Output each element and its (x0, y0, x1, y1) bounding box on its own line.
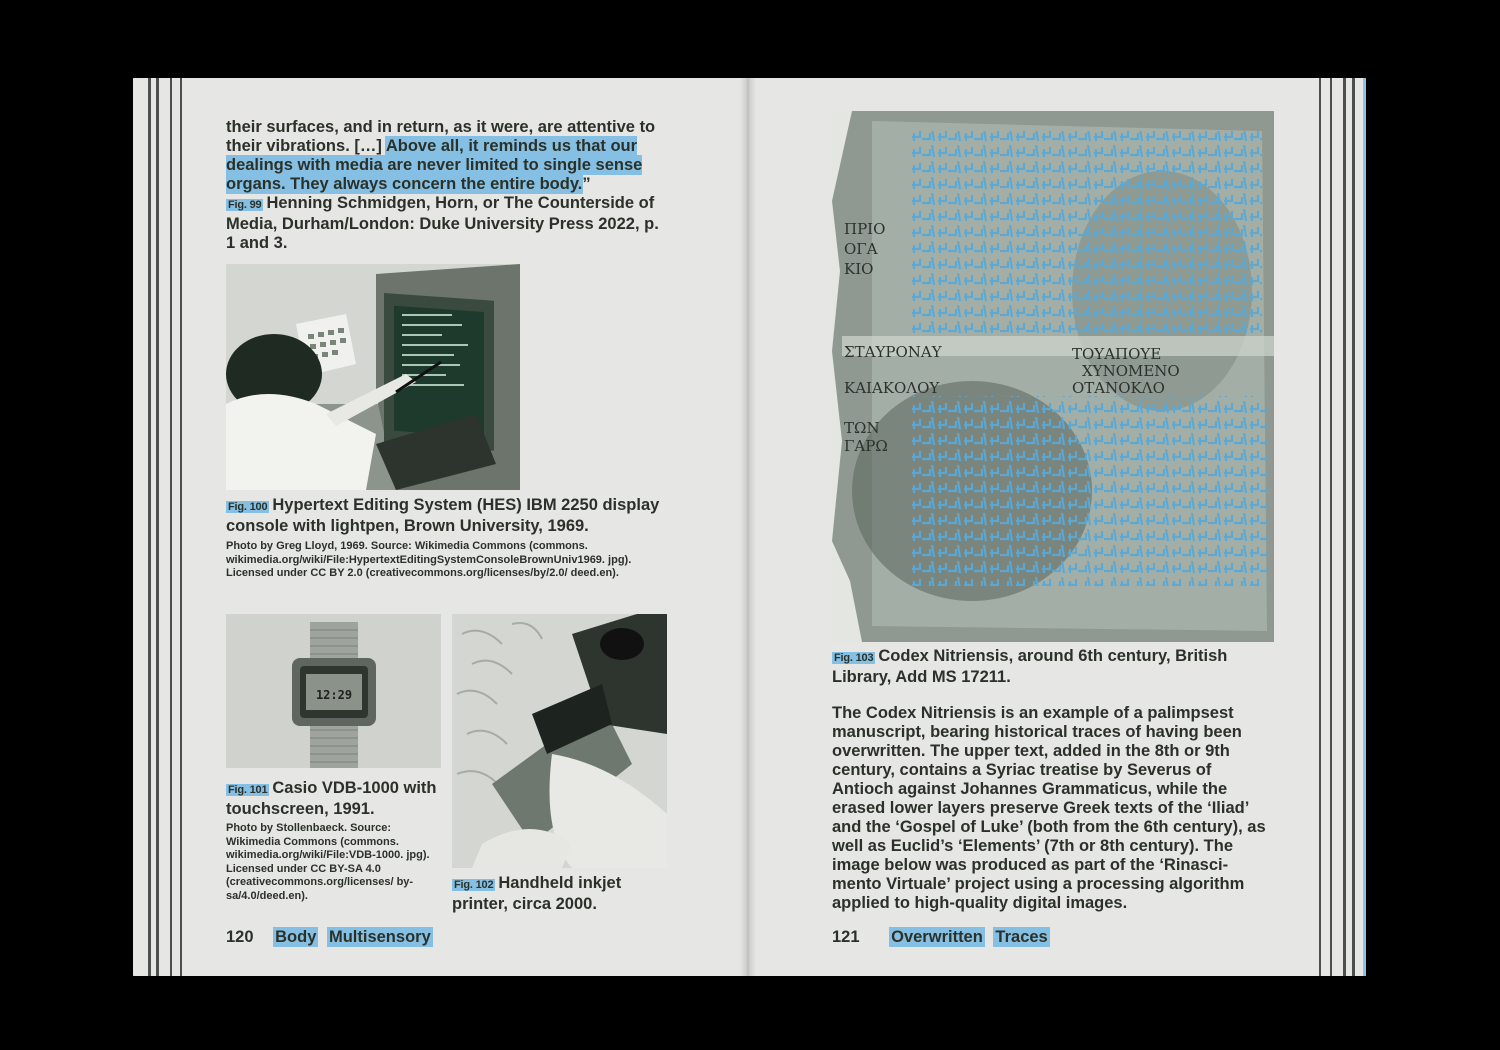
fig103-title: Codex Nitriensis, around 6th century, British Library, Add MS 17211. (832, 647, 1228, 686)
fig100-photo (226, 264, 520, 490)
casio-watch-image (226, 614, 441, 768)
right-inner-line (1319, 78, 1321, 976)
fig102-photo (452, 614, 667, 868)
left-inner-line (148, 78, 151, 976)
fig99-label: Fig. 99 (228, 199, 262, 211)
watch-display: 12:29 (315, 688, 353, 702)
running-head-tag: Overwritten (891, 928, 983, 946)
quote-end: their surfaces, and in return, as it were, are attentive to their vibrations. […] (226, 118, 656, 155)
fig99-text: Henning Schmidgen, Horn, or The Counterside of Media, Durham/London: Duke University Press 2022, p. 1 and 3. (226, 194, 659, 252)
fig101-label: Fig. 101 (228, 784, 268, 796)
hes-console-image (226, 264, 520, 490)
fig102-label: Fig. 102 (454, 879, 494, 891)
left-folio (226, 928, 432, 947)
greek-line: ΚΑΙΑΚΟΛΟΥ (844, 379, 940, 397)
greek-line: ΚΙΟ (844, 260, 874, 278)
greek-line: ΟΤΑΝΟΚΛΟ (1072, 379, 1165, 397)
fig103-photo (832, 111, 1274, 642)
page-number-right: 121 (832, 928, 860, 946)
fig101-photo (226, 614, 441, 768)
greek-line: ΧΥΝΟΜΕΝΟ (1082, 362, 1180, 380)
page-number-left: 120 (226, 928, 254, 946)
fig101-title: Casio VDB-1000 with touchscreen, 1991. (226, 779, 437, 818)
left-inner-line (180, 78, 182, 976)
right-folio (832, 928, 1049, 947)
right-edge-line (1352, 78, 1355, 976)
fig103-label: Fig. 103 (834, 652, 874, 664)
fig100-credit: Photo by Greg Lloyd, 1969. Source: Wikimedia Commons (commons. wikimedia.org/wiki/File:HypertextEditingSystemConsoleBrownUniv1969. jpg). Licensed under CC BY 2.0 (creativecommons.org/licenses/by/2.0/ deed.en). (226, 540, 632, 579)
inkjet-printer-image (452, 614, 667, 868)
running-head-tag: Body (275, 928, 317, 946)
right-edge-line (1343, 78, 1346, 976)
right-inner-line (1330, 78, 1332, 976)
greek-line: ΠΡΙΟ (844, 220, 886, 238)
running-head-tag: Traces (995, 928, 1048, 946)
fig100-label: Fig. 100 (228, 501, 268, 513)
left-inner-line (156, 78, 159, 976)
greek-line: ΟΓΑ (844, 240, 878, 258)
fig101-caption (226, 779, 441, 819)
greek-line: ΓΑΡΩ (844, 437, 888, 455)
fig100-title: Hypertext Editing System (HES) IBM 2250 display console with lightpen, Brown University, 1969. (226, 496, 660, 535)
quote-highlight: Above all, it reminds us that our dealings with media are never limited to single sense organs. They always concern the entire body. (226, 137, 643, 193)
running-head-tag: Multisensory (328, 928, 431, 946)
fig102-title: Handheld inkjet printer, circa 2000. (452, 874, 622, 913)
right-body-text: The Codex Nitriensis is an example of a palimpsest manuscript, bearing historical traces of having been overwritten. The upper text, added in the 8th or 9th century, contains a Syriac treatise by Severus of Antioch against Johannes Grammaticus, while the erased lower layers preserve Greek texts of the ‘Iliad’ and the ‘Gospel of Luke’ (both from the 6th century), as well as Euclid’s ‘Elements’ (7th or 8th century). The image below was produced as part of the ‘Rinasci-mento Virtuale’ project using a processing algorithm applied to high-quality digital images. (832, 704, 1266, 912)
greek-line: ΤΩΝ (844, 419, 880, 437)
fig100-caption (226, 496, 676, 536)
fig102-caption (452, 874, 667, 914)
greek-line: ΣΤΑΥΡΟΝΑΥ (844, 343, 942, 361)
fig103-caption (832, 647, 1272, 687)
codex-nitriensis-image (832, 111, 1274, 642)
right-edge-blue (1363, 78, 1366, 976)
fig99-caption (226, 194, 666, 253)
fig101-credit: Photo by Stollenbaeck. Source: Wikimedia Commons (commons. wikimedia.org/wiki/File:VDB-1000. jpg). Licensed under CC BY-SA 4.0 (creativecommons.org/licenses/ by-sa/4.0/deed.en). (226, 822, 430, 902)
quote-close: ” (582, 175, 591, 193)
greek-line: ΤΟΥΑΠΟΥΕ (1072, 345, 1162, 363)
left-inner-line (170, 78, 172, 976)
quote-text (226, 118, 666, 194)
book-gutter (740, 78, 756, 976)
